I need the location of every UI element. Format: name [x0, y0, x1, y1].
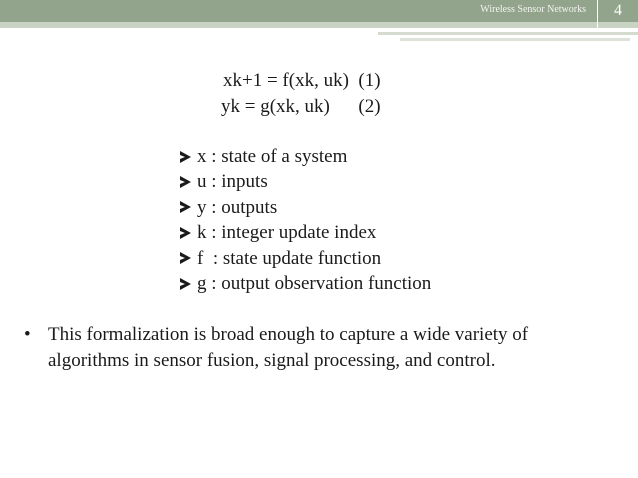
arrow-bullet-icon: [180, 151, 191, 163]
definition-text: g : output observation function: [197, 272, 432, 294]
list-item: [180, 246, 431, 271]
equation-output: yk = g(xk, uk) (2): [221, 96, 381, 117]
definition-text: u : inputs: [197, 171, 268, 193]
decorative-stripe: [378, 32, 638, 35]
arrow-bullet-icon: [180, 201, 191, 213]
bullet-icon: •: [24, 324, 31, 345]
list-item: [180, 220, 431, 245]
definition-text: f : state update function: [197, 247, 382, 269]
list-item: [180, 169, 431, 194]
bullet-text: This formalization is broad enough to capture a wide variety of algorithms in sensor fusion, signal processing, and control.: [48, 324, 529, 371]
arrow-bullet-icon: [180, 227, 191, 239]
decorative-stripe: [400, 38, 630, 41]
definition-text: y : outputs: [197, 196, 278, 218]
arrow-bullet-icon: [180, 278, 191, 290]
list-item: [180, 195, 431, 220]
header-band: [0, 22, 638, 28]
list-item: [180, 271, 431, 296]
equation-state-update: xk+1 = f(xk, uk) (1): [223, 70, 381, 91]
arrow-bullet-icon: [180, 176, 191, 188]
list-item: [180, 144, 431, 169]
definition-list: [180, 144, 431, 296]
presentation-title: Wireless Sensor Networks: [480, 4, 586, 15]
arrow-bullet-icon: [180, 252, 191, 264]
definition-text: x : state of a system: [197, 146, 348, 167]
definition-text: k : integer update index: [197, 222, 377, 244]
slide-number: 4: [614, 2, 622, 19]
